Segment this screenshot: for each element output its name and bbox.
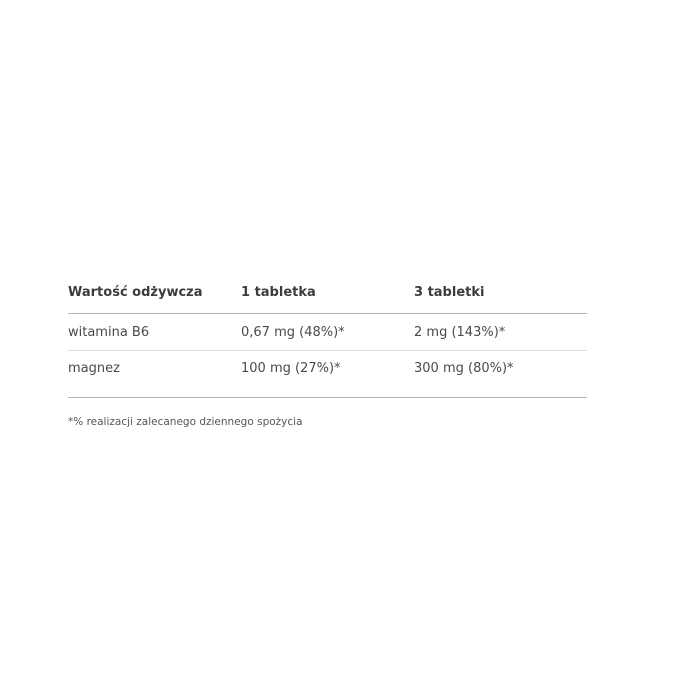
table-row — [68, 314, 587, 351]
row-three-tablets-value: 300 mg (80%)* — [414, 361, 514, 376]
header-three-tablets: 3 tabletki — [414, 285, 485, 300]
row-nutrient-name: witamina B6 — [68, 324, 150, 340]
footnote: *% realizacji zalecanego dziennego spożycia — [68, 416, 303, 428]
header-nutrient: Wartość odżywcza — [68, 285, 203, 300]
row-three-tablets-value: 2 mg (143%)* — [414, 324, 506, 340]
row-nutrient-name: magnez — [68, 361, 120, 376]
row-one-tablet-value: 100 mg (27%)* — [241, 361, 341, 376]
table-header-row — [68, 272, 587, 314]
row-one-tablet-value: 0,67 mg (48%)* — [241, 324, 345, 340]
nutrition-table — [68, 272, 587, 398]
header-one-tablet: 1 tabletka — [241, 285, 316, 300]
table-row — [68, 351, 587, 398]
